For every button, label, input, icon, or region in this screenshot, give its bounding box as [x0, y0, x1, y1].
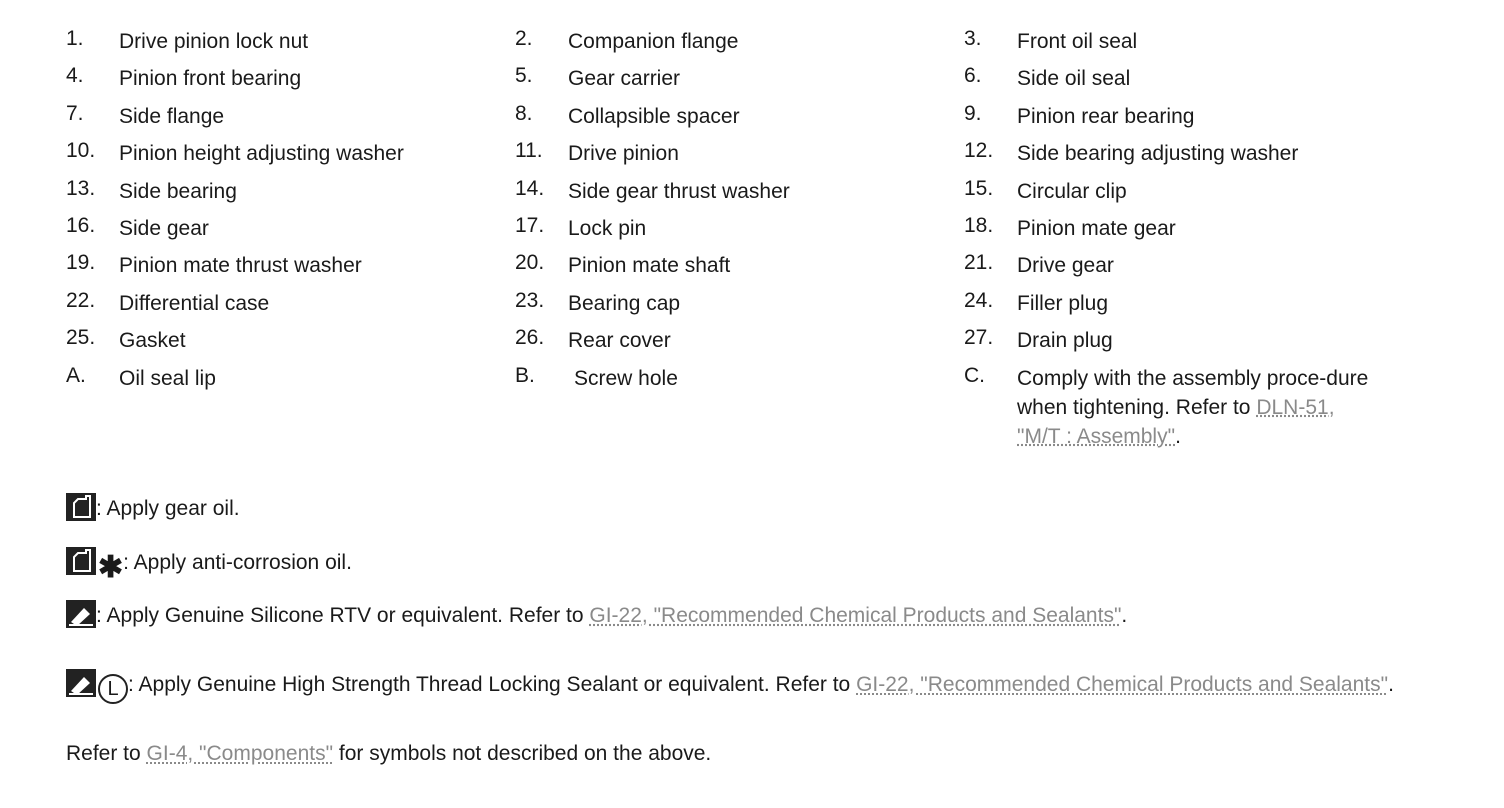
part-name: Pinion front bearing [119, 67, 302, 91]
note-text [1017, 364, 1377, 451]
part-number: 9. [964, 101, 982, 125]
part-number: 3. [964, 27, 982, 50]
part-name: Drive gear [1017, 254, 1114, 278]
parts-row [66, 214, 1486, 251]
legend-anti-corrosion [66, 547, 352, 582]
part-name: Differential case [119, 291, 270, 315]
part-name: Drive pinion lock nut [119, 30, 309, 53]
locking-l-icon: L [98, 674, 128, 704]
parts-row [66, 289, 1486, 326]
part-number: 1. [66, 27, 84, 50]
parts-list [66, 27, 1486, 446]
parts-row [66, 177, 1486, 214]
part-number: 17. [515, 213, 545, 237]
part-name: Bearing cap [568, 291, 681, 315]
parts-row [66, 27, 1486, 64]
part-name: Pinion mate gear [1017, 216, 1176, 240]
legend-gear-oil [66, 493, 240, 523]
part-name: Drain plug [1017, 329, 1113, 353]
note-text: Screw hole [574, 366, 678, 390]
locking-reference-link[interactable]: GI-22, "Recommended Chemical Products and Sealants" [856, 673, 1389, 696]
part-number: 4. [66, 64, 84, 88]
legend-refer-text: Refer to [66, 742, 147, 765]
part-name: Pinion height adjusting washer [119, 142, 404, 166]
part-name: Filler plug [1017, 291, 1109, 315]
components-reference-link[interactable]: GI-4, "Components" [146, 742, 334, 765]
oil-can-icon [66, 493, 96, 521]
part-number: 16. [66, 213, 96, 237]
part-number: 24. [964, 288, 994, 312]
legend-locking-end: . [1388, 673, 1394, 696]
part-number: 19. [66, 251, 96, 275]
oil-can-icon [66, 547, 96, 575]
parts-row [66, 326, 1486, 363]
part-name: Side bearing [119, 179, 237, 203]
part-number: 2. [515, 27, 533, 50]
part-number: 8. [515, 101, 533, 125]
parts-row [66, 251, 1486, 288]
part-number: 11. [515, 139, 543, 163]
legend-refer-end: for symbols not described on the above. [333, 742, 712, 765]
part-number: 22. [66, 288, 96, 312]
part-name: Drive pinion [568, 142, 679, 166]
part-number: 23. [515, 288, 545, 312]
part-name: Side flange [119, 104, 225, 128]
note-letter: C. [964, 363, 985, 387]
rtv-reference-link[interactable]: GI-22, "Recommended Chemical Products and Sealants" [589, 604, 1122, 627]
assembly-reference-link[interactable]: DLN-51, "M/T : Assembly" [1017, 395, 1335, 448]
notes-row [66, 364, 1486, 446]
parts-row [66, 64, 1486, 101]
part-number: 5. [515, 64, 533, 88]
part-name: Side oil seal [1017, 67, 1131, 91]
legend-anti-corrosion-text: : Apply anti-corrosion oil. [123, 551, 352, 574]
note-letter: B. [515, 363, 535, 387]
part-number: 27. [964, 326, 994, 350]
part-name: Pinion mate shaft [568, 254, 731, 278]
asterisk-icon: ✱ [98, 551, 124, 584]
part-number: 15. [964, 176, 994, 200]
part-number: 14. [515, 176, 545, 200]
part-number: 13. [66, 176, 96, 200]
part-name: Gear carrier [568, 67, 681, 91]
part-name: Pinion rear bearing [1017, 104, 1195, 128]
part-number: 12. [964, 139, 994, 163]
part-name: Rear cover [568, 329, 671, 353]
part-name: Gasket [119, 329, 186, 353]
legend-gear-oil-text: : Apply gear oil. [96, 497, 240, 520]
parts-row [66, 139, 1486, 176]
part-name: Side gear thrust washer [568, 179, 790, 203]
part-name: Front oil seal [1017, 30, 1138, 53]
sealant-tube-icon [66, 600, 96, 628]
note-c-text: Comply with the assembly proce-dure when tightening. Refer to [1017, 366, 1369, 419]
part-name: Collapsible spacer [568, 104, 740, 128]
legend-locking-sealant [66, 669, 1406, 704]
parts-row [66, 102, 1486, 139]
part-name: Companion flange [568, 30, 739, 53]
legend-rtv-end: . [1121, 604, 1128, 627]
legend-refer [66, 740, 711, 768]
legend-rtv-text: : Apply Genuine Silicone RTV or equivalent. Refer to [96, 604, 590, 627]
part-name: Side gear [119, 216, 209, 240]
part-number: 26. [515, 326, 545, 350]
part-name: Side bearing adjusting washer [1017, 142, 1299, 166]
part-number: 21. [964, 251, 994, 275]
part-number: 25. [66, 326, 96, 350]
legend-locking-text: : Apply Genuine High Strength Thread Locking Sealant or equivalent. Refer to [128, 673, 857, 696]
part-name: Circular clip [1017, 179, 1127, 203]
part-number: 7. [66, 101, 84, 125]
note-letter: A. [66, 363, 86, 387]
part-number: 20. [515, 251, 545, 275]
part-name: Lock pin [568, 216, 647, 240]
part-number: 6. [964, 64, 982, 88]
sealant-tube-icon [66, 669, 96, 697]
note-text: Oil seal lip [119, 366, 216, 390]
part-number: 18. [964, 213, 994, 237]
legend-rtv [66, 600, 1127, 630]
part-name: Pinion mate thrust washer [119, 254, 362, 278]
note-c-end: . [1175, 424, 1181, 448]
part-number: 10. [66, 139, 96, 163]
